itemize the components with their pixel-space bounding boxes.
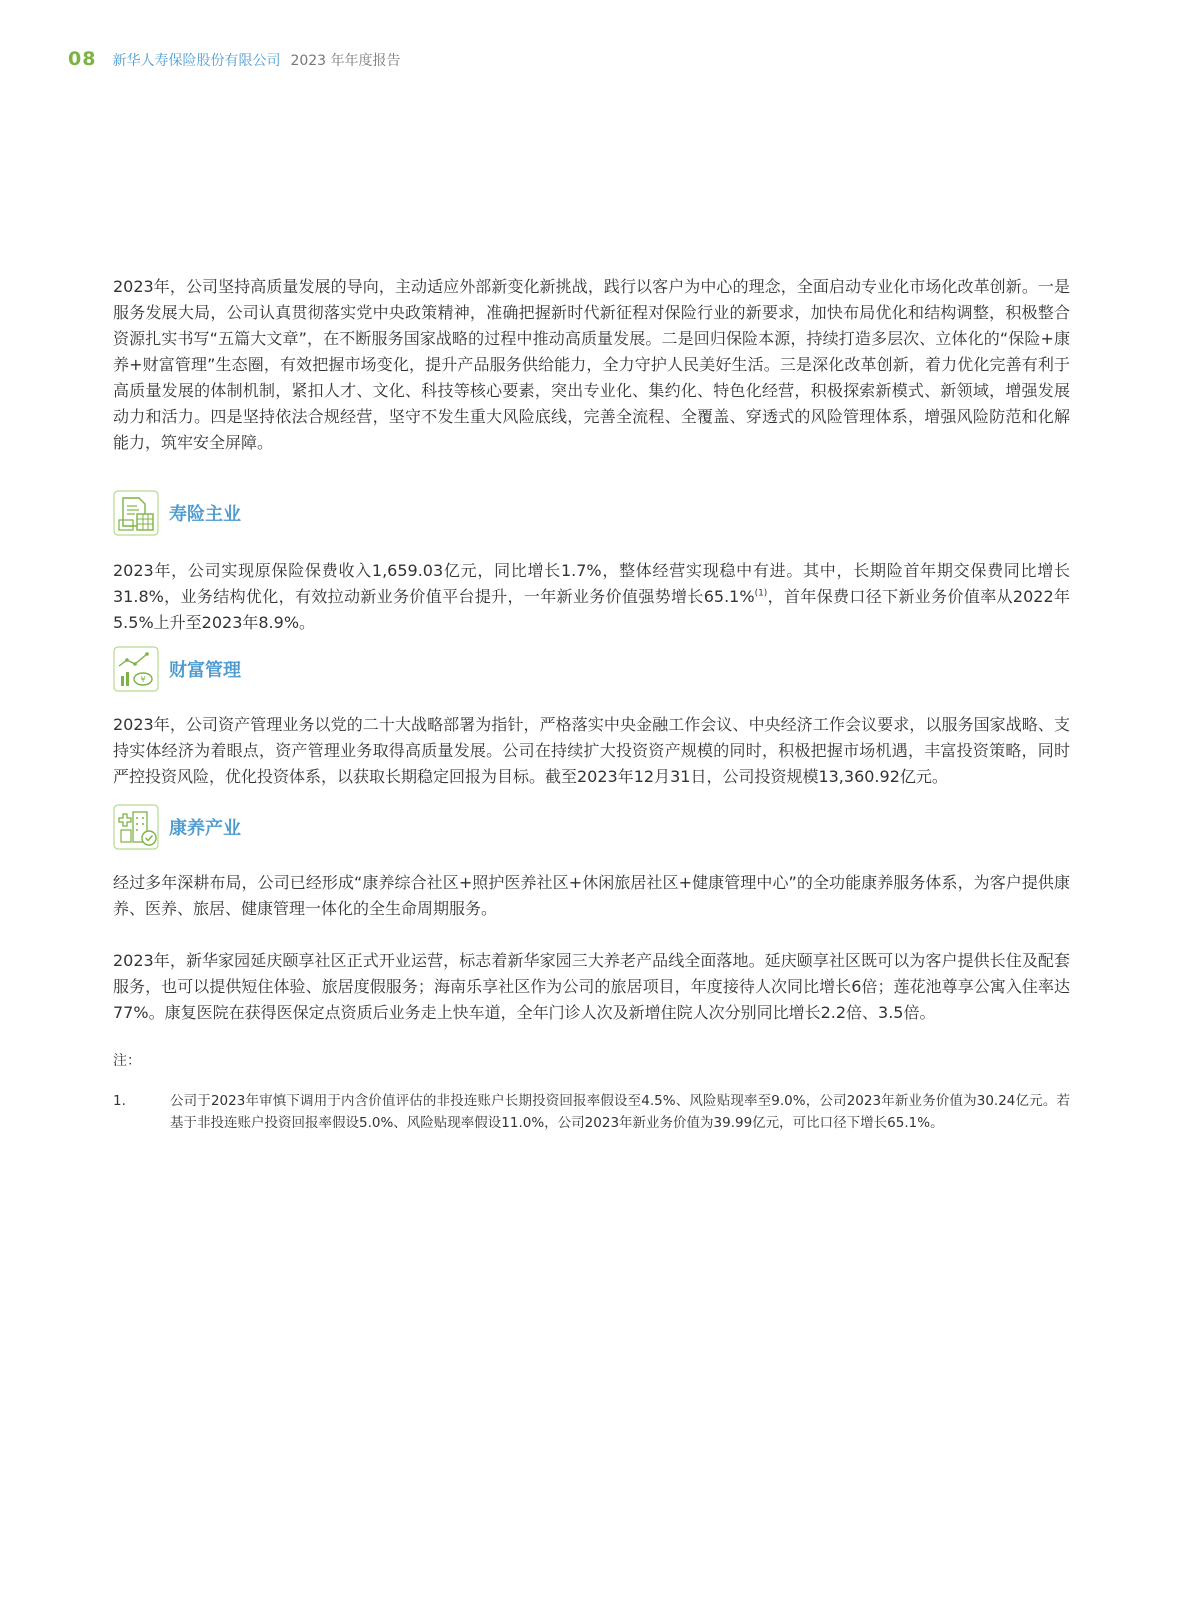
section-header-wealth <box>113 646 1070 692</box>
page-number: 08 <box>68 48 97 70</box>
company-name: 新华人寿保险股份有限公司 <box>112 53 281 69</box>
life-paragraph <box>113 558 1070 636</box>
footnote-ref[interactable]: (1) <box>754 588 768 599</box>
note-item <box>113 1090 1070 1134</box>
document-building-icon <box>113 490 159 536</box>
growth-chart-icon <box>113 646 159 692</box>
section-title-wealth: 财富管理 <box>169 660 241 681</box>
notes-label: 注： <box>113 1053 141 1069</box>
section-header-health <box>113 804 1070 850</box>
intro-paragraph: 2023年，公司坚持高质量发展的导向，主动适应外部新变化新挑战，践行以客户为中心的理念，全面启动专业化市场化改革创新。一是服务发展大局，公司认真贯彻落实党中央政策精神，准确把握新时代新征程对保险行业的新要求，加快布局优化和结构调整，积极整合资源扎实书写“五篇大文章”，在不断服务国家战略的过程中推动高质量发展。二是回归保险本源，持续打造多层次、立体化的“保险+康养+财富管理”生态圈，有效把握市场变化，提升产品服务供给能力，全力守护人民美好生活。三是深化改革创新，着力优化完善有利于高质量发展的体制机制，紧扣人才、文化、科技等核心要素，突出专业化、集约化、特色化经营，积极探索新模式、新领域，增强发展动力和活力。四是坚持依法合规经营，坚守不发生重大风险底线，完善全流程、全覆盖、穿透式的风险管理体系，增强风险防范和化解能力，筑牢安全屏障。 <box>113 277 1070 452</box>
life-text-after: ，首年保费口径下新业务价值率从2022年5.5%上升至2023年8.9%。 <box>113 587 1070 632</box>
svg-text:¥: ¥ <box>140 675 146 684</box>
note-number: 1. <box>113 1093 126 1109</box>
life-text-before: 2023年，公司实现原保险保费收入1,659.03亿元，同比增长1.7%，整体经营实现稳中有进。其中，长期险首年期交保费同比增长31.8%，业务结构优化，有效拉动新业务价值平台提升，一年新业务价值强势增长65.1% <box>113 561 1070 606</box>
wealth-paragraph: 2023年，公司资产管理业务以党的二十大战略部署为指针，严格落实中央金融工作会议、中央经济工作会议要求，以服务国家战略、支持实体经济为着眼点，资产管理业务取得高质量发展。公司在持续扩大投资资产规模的同时，积极把握市场机遇，丰富投资策略，同时严控投资风险，优化投资体系，以获取长期稳定回报为目标。截至2023年12月31日，公司投资规模13,360.92亿元。 <box>113 715 1070 786</box>
page-header <box>68 48 401 70</box>
note-text: 公司于2023年审慎下调用于内含价值评估的非投连账户长期投资回报率假设至4.5%、风险贴现率至9.0%，公司2023年新业务价值为30.24亿元。若基于非投连账户投资回报率假设5.0%、风险贴现率假设11.0%，公司2023年新业务价值为39.99亿元，可比口径下增长65.1%。 <box>170 1093 1071 1131</box>
medical-building-icon <box>113 804 159 850</box>
section-header-life <box>113 490 1070 536</box>
section-title-health: 康养产业 <box>169 818 241 839</box>
main-content <box>113 274 1070 1134</box>
health-paragraph-2: 2023年，新华家园延庆颐享社区正式开业运营，标志着新华家园三大养老产品线全面落地。延庆颐享社区既可以为客户提供长住及配套服务，也可以提供短住体验、旅居度假服务；海南乐享社区作为公司的旅居项目，年度接待人次同比增长6倍；莲花池尊享公寓入住率达77%。康复医院在获得医保定点资质后业务走上快车道，全年门诊人次及新增住院人次分别同比增长2.2倍、3.5倍。 <box>113 951 1070 1022</box>
report-title: 2023 年年度报告 <box>290 53 401 69</box>
health-paragraph-1: 经过多年深耕布局，公司已经形成“康养综合社区+照护医养社区+休闲旅居社区+健康管理中心”的全功能康养服务体系，为客户提供康养、医养、旅居、健康管理一体化的全生命周期服务。 <box>113 873 1070 918</box>
section-title-life: 寿险主业 <box>169 504 241 525</box>
